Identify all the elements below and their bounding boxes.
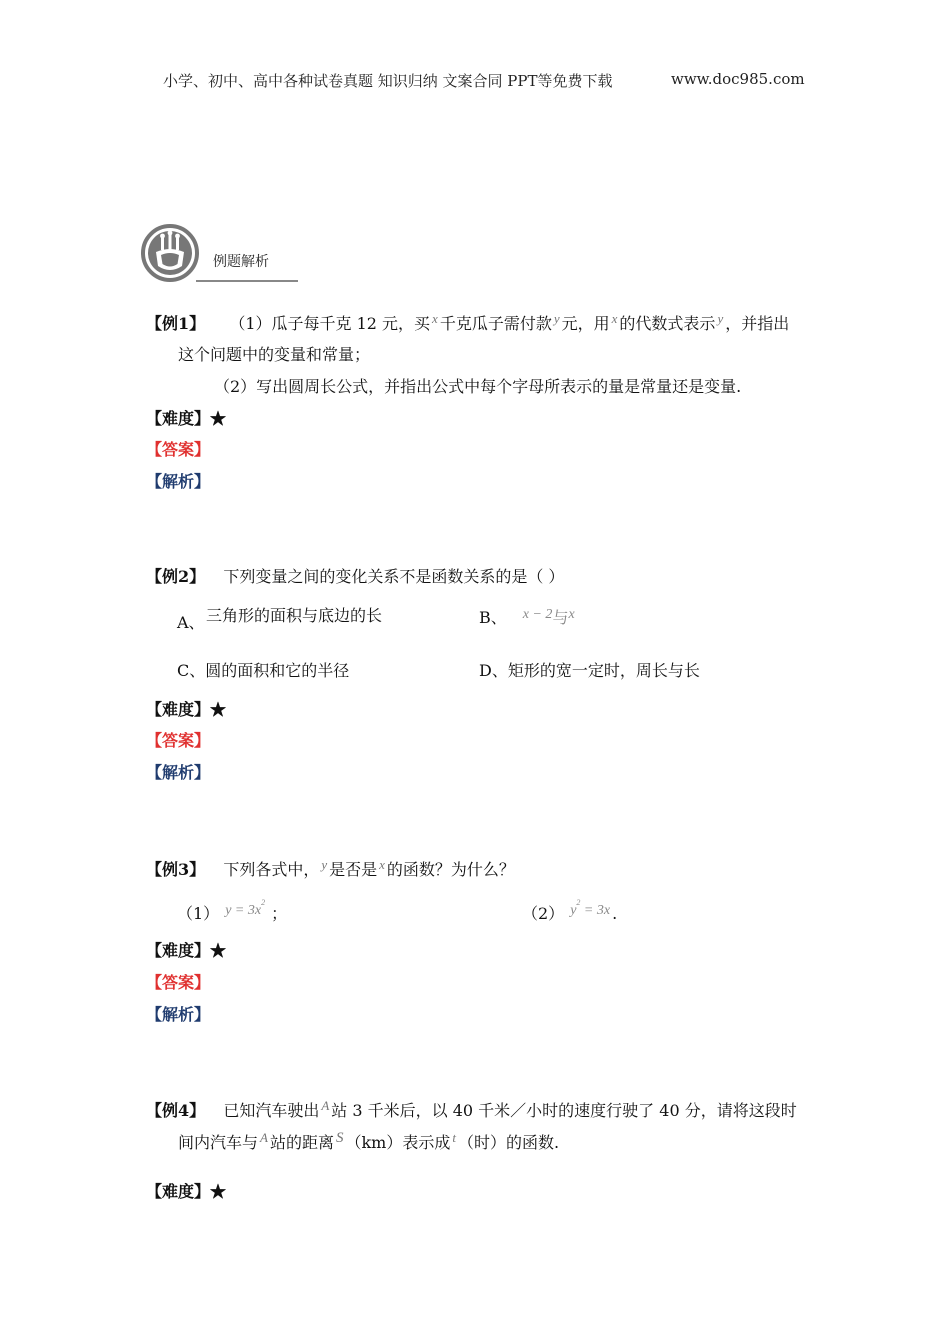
header-right: www.doc985.com (671, 70, 805, 88)
example-4-line-1: 【例4】 已知汽车驶出 $^A$ 站 3 千米后，以 40 千米／小时的速度行驶了 40 分，请将这段时 (146, 1098, 797, 1120)
option-a-label: A、 (177, 613, 205, 632)
header-left: 小学、初中、高中各种试卷真题 知识归纳 文案合同 PPT等免费下载 (163, 72, 613, 90)
option-c: C、圆的面积和它的半径 (177, 661, 350, 680)
example-1-analysis: 【解析】 (146, 472, 211, 491)
example-1-line-2: 这个问题中的变量和常量； (178, 345, 371, 364)
example-2-difficulty: 【难度】★ (146, 700, 227, 719)
option-a-text: 三角形的面积与底边的长 (206, 606, 383, 625)
example-1-difficulty: 【难度】★ (146, 409, 227, 428)
option-d: D、矩形的宽一定时，周长与长 (479, 661, 700, 680)
example-3-answer: 【答案】 (146, 973, 211, 992)
example-4-difficulty: 【难度】★ (146, 1182, 227, 1201)
example-1-tag: 【例1】 (146, 314, 206, 333)
example-3-difficulty: 【难度】★ (146, 941, 227, 960)
example-1-line-3: （2）写出圆周长公式，并指出公式中每个字母所表示的量是常量还是变量. (214, 377, 742, 396)
example-4-tag: 【例4】 (146, 1101, 206, 1120)
example-3-analysis: 【解析】 (146, 1005, 211, 1024)
example-1-answer: 【答案】 (146, 440, 211, 459)
example-2-tag: 【例2】 (146, 567, 206, 586)
example-2-question: 【例2】 下列变量之间的变化关系不是函数关系的是（ ） (146, 567, 565, 586)
example-2-answer: 【答案】 (146, 731, 211, 750)
example-1-line-1: 【例1】 （1）瓜子每千克 12 元，买 $^x$ 千克瓜子需付款 $^y$ 元，用 $^x$ 的代数式表示 $^y$ ，并指出 (146, 311, 790, 333)
example-3-question: 【例3】 下列各式中， $^y$ 是否是 $^x$ 的函数？为什么？ (146, 857, 515, 879)
example-3-part-2: （2） $y^2 = 3x$ . (522, 897, 618, 923)
example-4-line-2: 间内汽车与 $^A$ 站的距离 S （km）表示成 $^t$ （时）的函数. (178, 1130, 560, 1152)
example-3-part-1: （1） $y = 3x^2$； (177, 897, 288, 923)
example-2-analysis: 【解析】 (146, 763, 211, 782)
section-title: 例题解析 (213, 254, 269, 270)
example-3-tag: 【例3】 (146, 860, 206, 879)
option-b: B、 x − 2与x (479, 607, 575, 627)
